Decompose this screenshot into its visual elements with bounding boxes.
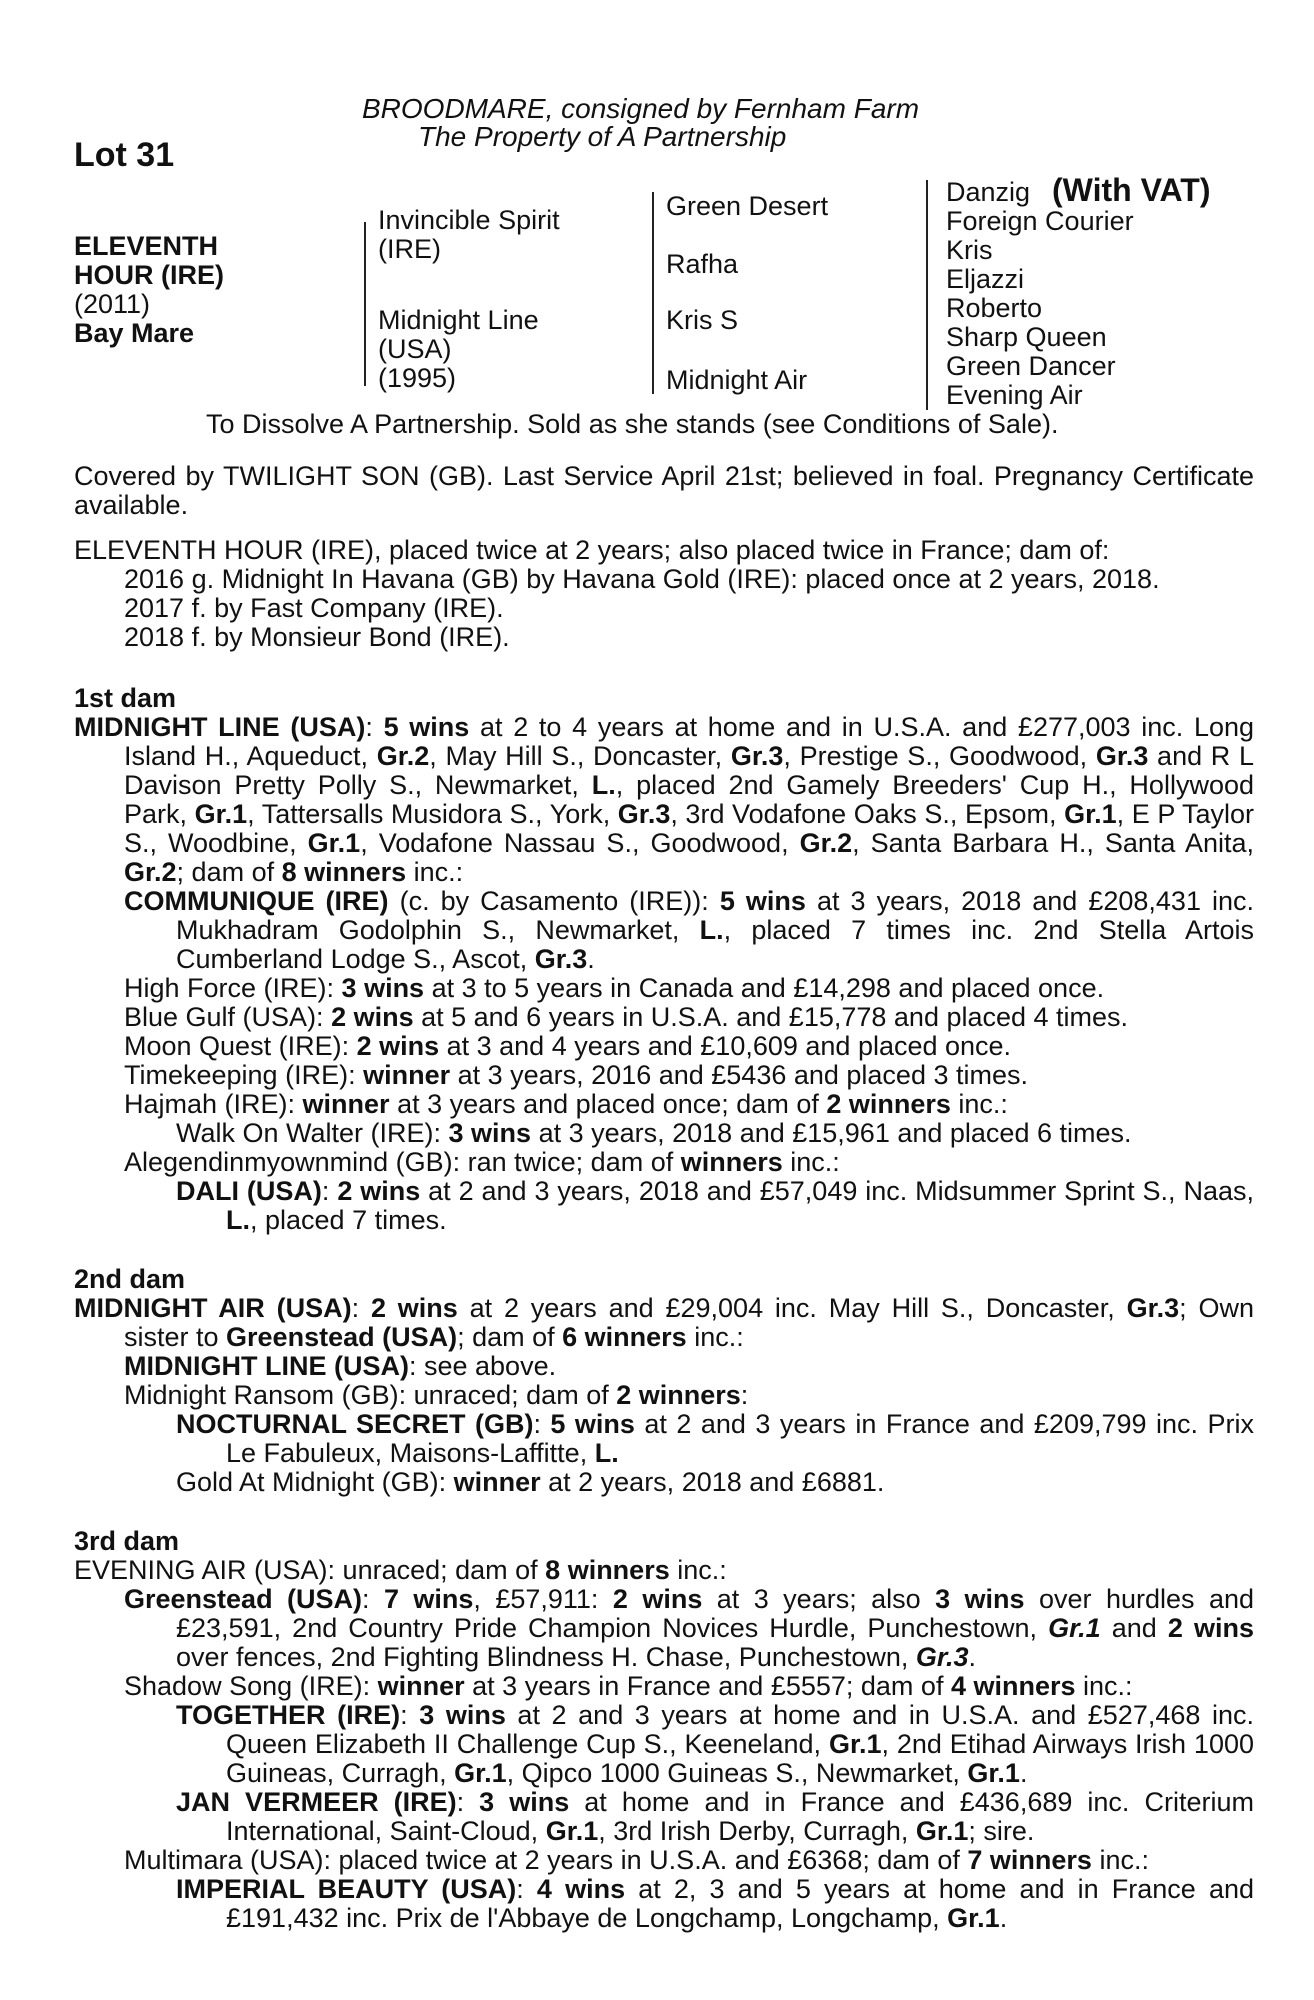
- pedigree-rule-2: [652, 192, 654, 394]
- dam-name: Midnight Line: [378, 305, 539, 335]
- foal-moon-quest: Moon Quest (IRE): 2 wins at 3 and 4 years and £10,609 and placed once.: [124, 1031, 1012, 1061]
- horse-year: (2011): [74, 289, 151, 319]
- foal-communique: COMMUNIQUE (IRE) (c. by Casamento (IRE)): 5 wins at 3 years, 2018 and £208,431 inc. Mukhadram Godolphin S., Newmarket, L., placed 7 times inc. 2nd Stella Artois Cumberland Lodge S., Ascot, Gr.3.: [124, 886, 1255, 974]
- gen3-foreign-courier: Foreign Courier: [946, 206, 1134, 236]
- second-dam-heading: 2nd dam: [74, 1264, 186, 1294]
- sire-country: (IRE): [378, 234, 441, 264]
- foal-blue-gulf: Blue Gulf (USA): 2 wins at 5 and 6 years in U.S.A. and £15,778 and placed 4 times.: [124, 1002, 1129, 1032]
- produce-intro: ELEVENTH HOUR (IRE), placed twice at 2 years; also placed twice in France; dam of:: [74, 535, 1110, 565]
- horse-name-line2: HOUR (IRE): [74, 260, 224, 290]
- lot-number: Lot 31: [74, 136, 175, 174]
- foal-gold-at-midnight: Gold At Midnight (GB): winner at 2 years, 2018 and £6881.: [176, 1467, 885, 1497]
- foal-walk-on-walter: Walk On Walter (IRE): 3 wins at 3 years, 2018 and £15,961 and placed 6 times.: [176, 1118, 1132, 1148]
- foal-hajmah: Hajmah (IRE): winner at 3 years and placed once; dam of 2 winners inc.:: [124, 1089, 1008, 1119]
- gen3-roberto: Roberto: [946, 293, 1043, 323]
- foal-nocturnal-secret: NOCTURNAL SECRET (GB): 5 wins at 2 and 3 years in France and £209,799 inc. Prix Le Fabuleux, Maisons-Laffitte, L.: [176, 1409, 1254, 1468]
- horse-info: [74, 232, 224, 348]
- gen3-danzig: Danzig: [946, 177, 1031, 207]
- foal-high-force: High Force (IRE): 3 wins at 3 to 5 years in Canada and £14,298 and placed once.: [124, 973, 1105, 1003]
- second-dam-entry: MIDNIGHT AIR (USA): 2 wins at 2 years and £29,004 inc. May Hill S., Doncaster, Gr.3; Own sister to Greenstead (USA); dam of 6 winners inc.:: [74, 1293, 1254, 1352]
- gen3-kris: Kris: [946, 235, 993, 265]
- foal-shadow-song: Shadow Song (IRE): winner at 3 years in France and £5557; dam of 4 winners inc.:: [124, 1671, 1133, 1701]
- pedigree-sire: [378, 206, 560, 264]
- foal-multimara: Multimara (USA): placed twice at 2 years in U.S.A. and £6368; dam of 7 winners inc.:: [124, 1845, 1149, 1875]
- gen3-sharp-queen: Sharp Queen: [946, 322, 1107, 352]
- pedigree-dam: [378, 306, 539, 393]
- pedigree-rule-1: [364, 222, 366, 386]
- foal-midnight-ransom: Midnight Ransom (GB): unraced; dam of 2 winners:: [124, 1380, 749, 1410]
- gen2-kris-s: Kris S: [666, 305, 739, 335]
- dam-country: (USA): [378, 334, 452, 364]
- first-dam-heading: 1st dam: [74, 683, 177, 713]
- horse-name-line1: ELEVENTH: [74, 231, 219, 261]
- pedigree-rule-3: [926, 180, 928, 410]
- produce-item: 2018 f. by Monsieur Bond (IRE).: [124, 622, 510, 652]
- gen2-green-desert: Green Desert: [666, 191, 829, 221]
- foal-jan-vermeer: JAN VERMEER (IRE): 3 wins at home and in France and £436,689 inc. Criterium International, Saint-Cloud, Gr.1, 3rd Irish Derby, Curragh, Gr.1; sire.: [176, 1787, 1254, 1846]
- produce-item: 2016 g. Midnight In Havana (GB) by Havana Gold (IRE): placed once at 2 years, 2018.: [124, 564, 1160, 594]
- sire-name: Invincible Spirit: [378, 205, 560, 235]
- horse-description: Bay Mare: [74, 318, 195, 348]
- property-line: The Property of A Partnership: [418, 121, 787, 152]
- foal-together: TOGETHER (IRE): 3 wins at 2 and 3 years at home and in U.S.A. and £527,468 inc. Queen Elizabeth II Challenge Cup S., Keeneland, Gr.1, 2nd Etihad Airways Irish 1000 Guineas, Curragh, Gr.1, Qipco 1000 Guineas S., Newmarket, Gr.1.: [176, 1700, 1254, 1788]
- gen3-evening-air: Evening Air: [946, 380, 1083, 410]
- gen3-green-dancer: Green Dancer: [946, 351, 1116, 381]
- foal-dali: DALI (USA): 2 wins at 2 and 3 years, 2018 and £57,049 inc. Midsummer Sprint S., Naas, L., placed 7 times.: [176, 1176, 1254, 1235]
- produce-item: 2017 f. by Fast Company (IRE).: [124, 593, 504, 623]
- consignor-line: BROODMARE, consigned by Fernham Farm: [362, 93, 920, 124]
- foal-timekeeping: Timekeeping (IRE): winner at 3 years, 2016 and £5436 and placed 3 times.: [124, 1060, 1028, 1090]
- foal-imperial-beauty: IMPERIAL BEAUTY (USA): 4 wins at 2, 3 and 5 years at home and in France and £191,432 inc. Prix de l'Abbaye de Longchamp, Longchamp, Gr.1.: [176, 1874, 1254, 1933]
- first-dam-entry: MIDNIGHT LINE (USA): 5 wins at 2 to 4 years at home and in U.S.A. and £277,003 inc. Long Island H., Aqueduct, Gr.2, May Hill S., Doncaster, Gr.3, Prestige S., Goodwood, Gr.3 and R L Davison Pretty Polly S., Newmarket, L., placed 2nd Gamely Breeders' Cup H., Hollywood Park, Gr.1, Tattersalls Musidora S., York, Gr.3, 3rd Vodafone Oaks S., Epsom, Gr.1, E P Taylor S., Woodbine, Gr.1, Vodafone Nassau S., Goodwood, Gr.2, Santa Barbara H., Santa Anita, Gr.2; dam of 8 winners inc.:: [74, 712, 1255, 887]
- third-dam-heading: 3rd dam: [74, 1526, 180, 1556]
- third-dam-entry: EVENING AIR (USA): unraced; dam of 8 winners inc.:: [74, 1555, 727, 1585]
- gen2-midnight-air: Midnight Air: [666, 365, 808, 395]
- covered-note: Covered by TWILIGHT SON (GB). Last Service April 21st; believed in foal. Pregnancy Certificate available.: [74, 461, 1254, 520]
- gen2-rafha: Rafha: [666, 249, 739, 279]
- foal-alegendinmyownmind: Alegendinmyownmind (GB): ran twice; dam of winners inc.:: [124, 1147, 840, 1177]
- catalogue-body: [74, 462, 1254, 1933]
- foal-midnight-line: MIDNIGHT LINE (USA): see above.: [124, 1351, 557, 1381]
- dam-year: (1995): [378, 363, 457, 393]
- gen3-eljazzi: Eljazzi: [946, 264, 1025, 294]
- foal-greenstead: Greenstead (USA): 7 wins, £57,911: 2 wins at 3 years; also 3 wins over hurdles and £23,591, 2nd Country Pride Champion Novices Hurdle, Punchestown, Gr.1 and 2 wins over fences, 2nd Fighting Blindness H. Chase, Punchestown, Gr.3.: [124, 1584, 1255, 1672]
- sale-conditions: To Dissolve A Partnership. Sold as she stands (see Conditions of Sale).: [206, 409, 1059, 439]
- pedigree-gen3: [946, 178, 1134, 410]
- vat-label: (With VAT): [1052, 172, 1211, 208]
